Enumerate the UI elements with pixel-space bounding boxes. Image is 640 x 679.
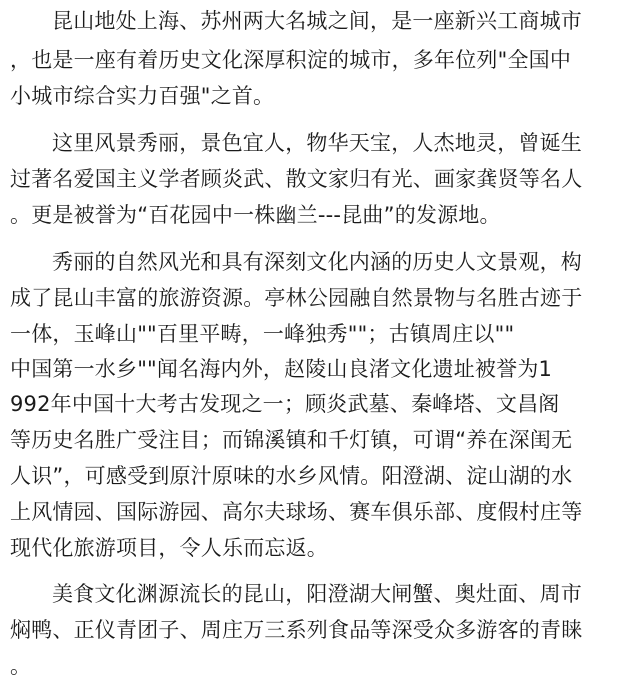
paragraph-3-line-5: 992年中国十大考古发现之一；顾炎武墓、秦峰塔、文昌阁 (10, 392, 560, 416)
paragraph-3-line-2: 成了昆山丰富的旅游资源。亭林公园融自然景物与名胜古迹于 (10, 286, 583, 310)
paragraph-1-line-2: ，也是一座有着历史文化深厚积淀的城市，多年位列"全国中 (10, 48, 572, 72)
paragraph-4-line-2: 焖鸭、正仪青团子、周庄万三系列食品等深受众多游客的青睐 (10, 618, 583, 642)
paragraph-2-line-2: 过著名爱国主义学者顾炎武、散文家归有光、画家龚贤等名人 (10, 167, 583, 191)
paragraph-2-line-3: 。更是被誉为“百花园中一株幽兰---昆曲”的发源地。 (10, 203, 501, 227)
paragraph-4-line-3: 。 (10, 654, 32, 678)
paragraph-3-line-9: 现代化旅游项目，令人乐而忘返。 (10, 536, 328, 560)
paragraph-3-line-1: 秀丽的自然风光和具有深刻文化内涵的历史人文景观，构 (52, 250, 582, 274)
paragraph-4-line-1: 美食文化渊源流长的昆山，阳澄湖大闸蟹、奥灶面、周市 (52, 582, 582, 606)
paragraph-3-line-7: 人识”，可感受到原汁原味的水乡风情。阳澄湖、淀山湖的水 (10, 464, 573, 488)
paragraph-3-line-6: 等历史名胜广受注目；而锦溪镇和千灯镇，可谓“养在深闺无 (10, 428, 573, 452)
paragraph-3-line-4: 中国第一水乡""闻名海内外，赵陵山良渚文化遗址被誉为1 (10, 357, 553, 381)
paragraph-3-line-8: 上风情园、国际游园、高尔夫球场、赛车俱乐部、度假村庄等 (10, 500, 583, 524)
paragraph-1-line-3: 小城市综合实力百强"之首。 (10, 84, 275, 108)
paragraph-2-line-1: 这里风景秀丽，景色宜人，物华天宝，人杰地灵，曾诞生 (52, 131, 582, 155)
paragraph-3-line-3: 一体，玉峰山""百里平畴，一峰独秀""；古镇周庄以"" (10, 322, 515, 346)
paragraph-1-line-1: 昆山地处上海、苏州两大名城之间，是一座新兴工商城市 (52, 9, 582, 33)
